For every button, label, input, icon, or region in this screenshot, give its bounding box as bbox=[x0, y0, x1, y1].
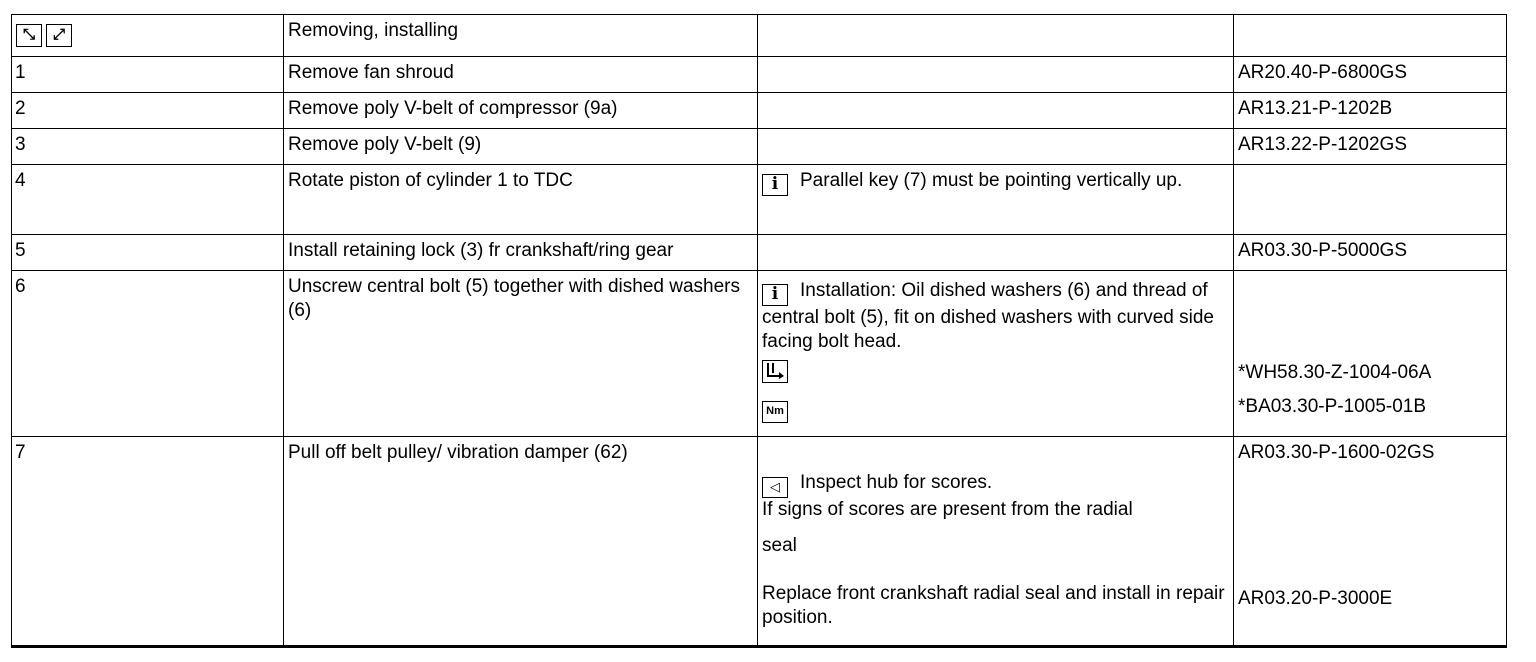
header-title: Removing, installing bbox=[284, 15, 758, 57]
procedure-table-wrapper bbox=[11, 14, 1506, 648]
step-number: 6 bbox=[12, 271, 284, 437]
info-icon[interactable]: i bbox=[762, 284, 788, 306]
collapse-icon[interactable]: ⤢ bbox=[46, 24, 72, 47]
step-number: 4 bbox=[12, 165, 284, 235]
step-number: 5 bbox=[12, 235, 284, 271]
table-row bbox=[12, 57, 1507, 93]
tool-row bbox=[762, 360, 1229, 388]
inspect-icon[interactable]: ◁ bbox=[762, 477, 788, 498]
condition-line-2: seal bbox=[762, 535, 797, 556]
torque-ref-link[interactable]: *BA03.30-P-1005-01B bbox=[1238, 396, 1427, 417]
step-ref-link[interactable]: AR20.40-P-6800GS bbox=[1234, 57, 1507, 93]
step-ref-empty bbox=[1234, 165, 1507, 235]
header-empty-note bbox=[758, 15, 1234, 57]
step-ref-link[interactable]: AR03.30-P-5000GS bbox=[1234, 235, 1507, 271]
step-action: Install retaining lock (3) fr crankshaft/ring gear bbox=[284, 235, 758, 271]
step-action: Rotate piston of cylinder 1 to TDC bbox=[284, 165, 758, 235]
step-refs bbox=[1234, 437, 1507, 647]
step-note bbox=[758, 129, 1234, 165]
expand-icon[interactable]: ⤡ bbox=[16, 24, 42, 47]
replace-ref-link[interactable]: AR03.20-P-3000E bbox=[1238, 588, 1393, 609]
installation-label: Installation: bbox=[800, 280, 897, 301]
step-action: Remove poly V-belt of compressor (9a) bbox=[284, 93, 758, 129]
step-action: Remove poly V-belt (9) bbox=[284, 129, 758, 165]
replace-note: Replace front crankshaft radial seal and install in repair position. bbox=[762, 583, 1225, 628]
special-tool-icon[interactable] bbox=[762, 360, 788, 383]
table-row bbox=[12, 165, 1507, 235]
header-empty-ref bbox=[1234, 15, 1507, 57]
step-note bbox=[758, 57, 1234, 93]
table-row-header bbox=[12, 15, 1507, 57]
step-number: 2 bbox=[12, 93, 284, 129]
step-note bbox=[758, 93, 1234, 129]
step-note bbox=[758, 271, 1234, 437]
installation-note bbox=[762, 275, 1229, 354]
torque-row bbox=[762, 394, 1229, 422]
tool-ref-link[interactable]: *WH58.30-Z-1004-06A bbox=[1238, 362, 1432, 383]
inspect-note bbox=[762, 471, 1229, 498]
table-row bbox=[12, 271, 1507, 437]
condition-line-1: If signs of scores are present from the radial bbox=[762, 499, 1133, 520]
step-number: 3 bbox=[12, 129, 284, 165]
info-icon[interactable]: i bbox=[762, 174, 788, 196]
step-refs bbox=[1234, 271, 1507, 437]
step-number: 1 bbox=[12, 57, 284, 93]
table-row bbox=[12, 129, 1507, 165]
step-note-text: Parallel key (7) must be pointing vertically up. bbox=[800, 170, 1183, 191]
installation-text: Oil dished washers (6) and thread of central bolt (5), fit on dished washers with curved side facing bolt head. bbox=[762, 280, 1214, 352]
torque-nm-icon[interactable]: Nm bbox=[762, 401, 788, 423]
step-note bbox=[758, 235, 1234, 271]
step-number: 7 bbox=[12, 437, 284, 647]
table-row bbox=[12, 235, 1507, 271]
step-ref-link[interactable]: AR03.30-P-1600-02GS bbox=[1238, 442, 1435, 463]
step-action: Remove fan shroud bbox=[284, 57, 758, 93]
step-note bbox=[758, 437, 1234, 647]
step-action: Unscrew central bolt (5) together with dished washers (6) bbox=[284, 271, 758, 437]
step-note bbox=[758, 165, 1234, 235]
step-ref-link[interactable]: AR13.21-P-1202B bbox=[1234, 93, 1507, 129]
table-row bbox=[12, 437, 1507, 647]
procedure-table bbox=[11, 14, 1507, 648]
step-ref-link[interactable]: AR13.22-P-1202GS bbox=[1234, 129, 1507, 165]
step-action: Pull off belt pulley/ vibration damper (62) bbox=[284, 437, 758, 647]
header-icons-cell bbox=[12, 15, 284, 57]
table-row bbox=[12, 93, 1507, 129]
inspect-text: Inspect hub for scores. bbox=[800, 472, 993, 493]
